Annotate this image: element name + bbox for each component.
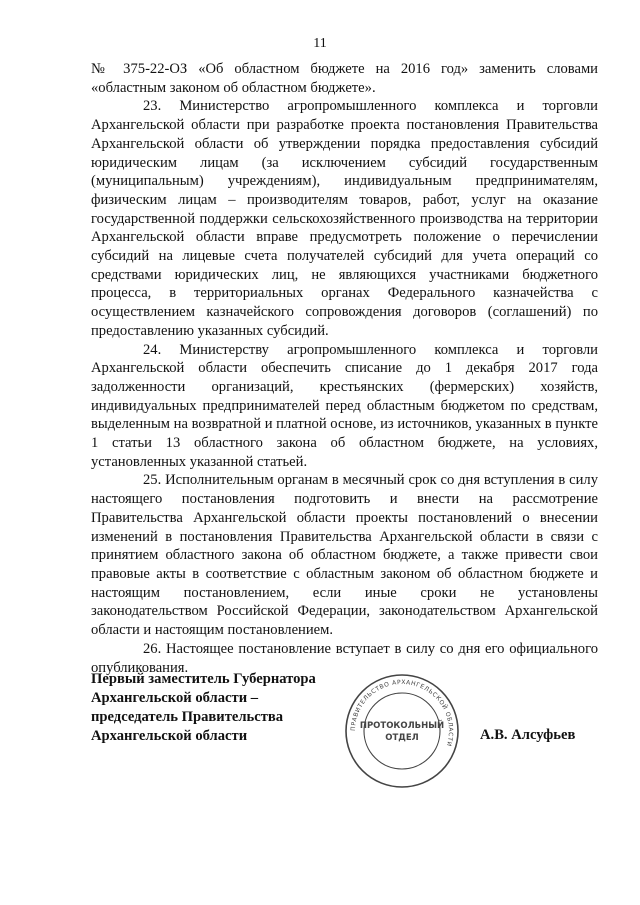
signatory-title-line: Архангельской области – (91, 690, 259, 706)
signatory-title (91, 670, 316, 746)
official-stamp (343, 672, 461, 790)
stamp-inner-ring (364, 693, 440, 769)
signatory-title-line: председатель Правительства (91, 709, 284, 725)
signatory-title-line: Архангельской области (91, 728, 248, 744)
stamp-center-line-1: ПРОТОКОЛЬНЫЙ (359, 721, 445, 731)
paragraph-continuation: № 375-22-ОЗ «Об областном бюджете на 2016 год» заменить словами «областным законом об областном бюджете». (91, 61, 598, 96)
paragraph-24: 24. Министерству агропромышленного комплекса и торговли Архангельской области обеспечить списание до 1 декабря 2017 года задолженности организаций, крестьянских (фермерских) хозяйств, индивидуальных предпринимателей перед областным бюджетом по средствам, выделенным на возвратной и платной основе, из источников, указанных в пункте 1 статьи 13 областного закона об областном бюджете, на условиях, установленных указанной статьей. (91, 341, 598, 470)
page-number: 11 (313, 36, 327, 51)
signer-name: А.В. Алсуфьев (480, 727, 576, 743)
stamp-ring-text: ПРАВИТЕЛЬСТВО АРХАНГЕЛЬСКОЙ ОБЛАСТИ (349, 678, 455, 748)
document-body (91, 60, 598, 677)
stamp-outer-ring (346, 675, 458, 787)
stamp-center-line-2: ОТДЕЛ (385, 733, 419, 743)
paragraph-26: 26. Настоящее постановление вступает в силу со дня его официального опубликования. (91, 640, 598, 676)
signatory-title-line: Первый заместитель Губернатора (91, 671, 316, 687)
paragraph-23: 23. Министерство агропромышленного комплекса и торговли Архангельской области при разработке проекта постановления Правительства Архангельской области об утверждении порядка предоставления субсидий юридическим лицам (за исключением субсидий государственным (муниципальным) учреждениям), индивидуальным предпринимателям, физическим лицам – производителям товаров, работ, услуг на оказание государственной поддержки сельскохозяйственного производства на территории Архангельской области вправе предусмотреть положение о перечислении субсидий на лицевые счета получателей субсидий для учета операций со средствами юридических лиц, не являющихся участниками бюджетного процесса, в территориальных органах Федерального казначейства с осуществлением казначейского сопровождения договоров (соглашений) по предоставлению указанных субсидий. (91, 98, 598, 339)
paragraph-25: 25. Исполнительным органам в месячный срок со дня вступления в силу настоящего постановления подготовить и внести на рассмотрение Правительства Архангельской области проекты постановлений о внесении изменений в постановления Правительства Архангельской области в связи с принятием областного закона об областном бюджете, а также привести свои правовые акты в соответствие с областным законом об областном бюджете и настоящим постановлением, если иные сроки не установлены законодательством Российской Федерации, законодательством Архангельской области и настоящим постановлением. (91, 472, 598, 639)
